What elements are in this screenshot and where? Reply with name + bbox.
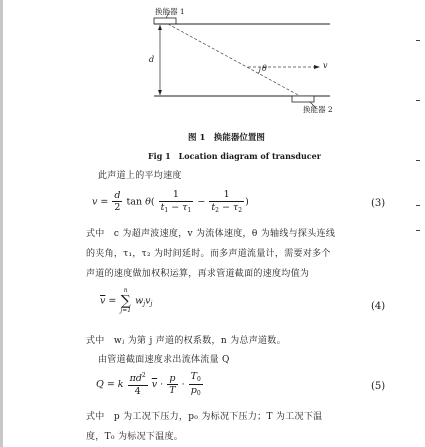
theta-label: θ (262, 64, 267, 73)
sound-path-dashed (168, 24, 300, 96)
margin-mark (416, 40, 420, 41)
where1-line1: 式中 c 为超声波速度，v 为流体速度，θ 为轴线与探头连线 (86, 229, 336, 239)
equation-5: Q = k $\frac{\pi d^2}{4}$ $\overline{v}$ · $\frac{p}{T}$ · $\frac{T_0}{p_0}$ (96, 371, 201, 397)
margin-mark (416, 100, 420, 101)
margin-mark (416, 160, 420, 161)
transducer-2-box (292, 96, 314, 102)
equation-3-number: (3) (371, 198, 386, 209)
where2-line2: 由管道截面速度求出流体流量 Q (98, 355, 230, 365)
d-arrow-top (158, 25, 162, 30)
d-label: d (149, 55, 155, 64)
margin-mark (416, 230, 420, 231)
v-label: v (323, 61, 328, 70)
figure-caption-cn: 图 1 换能器位置图 (188, 133, 265, 143)
transducer-2-label: 换能器 2 (303, 105, 333, 114)
where3-line1: 式中 p 为工况下压力，p₀ 为标况下压力；T 为工况下温 (86, 412, 323, 422)
margin-mark (416, 205, 420, 206)
equation-4: $\overline{v}$ = n ∑ j=1 $w_jv_j$ (100, 287, 153, 314)
transducer-1-label: 换能器 1 (155, 7, 185, 16)
figure-caption-en: Fig 1 Location diagram of transducer (148, 151, 321, 161)
equation-4-number: (4) (371, 301, 386, 312)
page-edge-shadow (0, 0, 3, 447)
intro-line: 此声道上的平均速度 (98, 171, 182, 181)
equation-5-number: (5) (371, 381, 386, 392)
where3-line2: 度，T₀ 为标况下温度。 (86, 432, 184, 442)
d-arrow-bottom (158, 90, 162, 95)
where2-line1: 式中 wⱼ 为第 j 声道的权系数，n 为总声道数。 (86, 336, 286, 346)
where1-line3: 声道的速度做加权积运算，再求管道截面的速度均值为 (86, 269, 310, 279)
transducer-1-box (154, 18, 176, 24)
where1-line2: 的夹角，τ₁，τ₂ 为时间延时。而多声道流量计，需要对多个 (86, 249, 331, 259)
equation-3: v = $\frac{d}{2}$ tan θ( $\frac{1}{t_1 - \tau_1}$ − $\frac{1}{t_2 - \tau_2}$ ) (92, 189, 249, 214)
flow-arrow-head (314, 65, 320, 69)
